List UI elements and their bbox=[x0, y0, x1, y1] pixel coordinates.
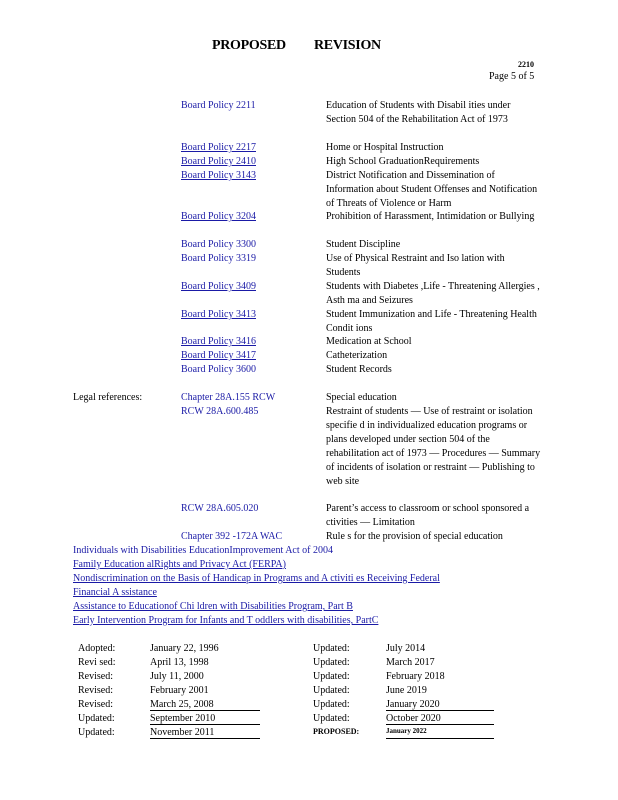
history-date: October 2020 bbox=[386, 713, 441, 724]
history-date: April 13, 1998 bbox=[150, 657, 209, 668]
policy-number: 2210 bbox=[518, 60, 534, 69]
history-date: November 2011 bbox=[150, 727, 215, 738]
policy-desc: Prohibition of Harassment, Intimidation or Bullying bbox=[326, 211, 535, 222]
page-number: Page 5 of 5 bbox=[489, 71, 535, 82]
policy-desc: Catheterization bbox=[326, 350, 388, 361]
policy-desc: Medication at School bbox=[326, 336, 412, 347]
policy-desc: District Notification and Dissemination of Information about Student Offenses and Notification of Threats of Violence or Harm bbox=[326, 170, 538, 209]
policy-ref[interactable]: Board Policy 3409 bbox=[181, 281, 256, 292]
policy-ref[interactable]: Board Policy 2217 bbox=[181, 142, 256, 153]
legal-ref[interactable]: Chapter 392 -172A WAC bbox=[181, 531, 283, 542]
history-underline bbox=[386, 724, 494, 725]
part-b-link[interactable]: Assistance to Educationof Chi ldren with Disabilities Program, Part B bbox=[73, 601, 353, 612]
history-label: Adopted: bbox=[78, 643, 116, 654]
ferpa-link[interactable]: Family Education alRights and Privacy Act (FERPA) bbox=[73, 559, 286, 570]
history-label: Updated: bbox=[313, 713, 350, 724]
history-date: February 2001 bbox=[150, 685, 209, 696]
history-label: Revi sed: bbox=[78, 657, 116, 668]
policy-ref[interactable]: Board Policy 3600 bbox=[181, 364, 256, 375]
policy-desc: Student Records bbox=[326, 364, 392, 375]
history-date: September 2010 bbox=[150, 713, 216, 724]
history-underline bbox=[150, 738, 260, 739]
revision-title: REVISION bbox=[314, 38, 381, 53]
policy-ref[interactable]: Board Policy 3143 bbox=[181, 170, 256, 181]
policy-desc: Education of Students with Disabil ities under Section 504 of the Rehabilitation Act of 1973 bbox=[326, 100, 511, 125]
history-underline bbox=[150, 724, 260, 725]
policy-ref[interactable]: Board Policy 3300 bbox=[181, 239, 256, 250]
history-label: Updated: bbox=[313, 657, 350, 668]
policy-desc: Use of Physical Restraint and Iso lation with Students bbox=[326, 253, 505, 278]
history-date: January 2022 bbox=[386, 727, 427, 735]
legal-ref[interactable]: RCW 28A.600.485 bbox=[181, 406, 259, 417]
legal-desc: Rule s for the provision of special education bbox=[326, 531, 503, 542]
policy-ref[interactable]: Board Policy 2211 bbox=[181, 100, 256, 111]
policy-ref[interactable]: Board Policy 3319 bbox=[181, 253, 256, 264]
policy-ref[interactable]: Board Policy 2410 bbox=[181, 156, 256, 167]
history-label: Updated: bbox=[313, 685, 350, 696]
history-label: Revised: bbox=[78, 671, 113, 682]
history-date: July 11, 2000 bbox=[150, 671, 204, 682]
history-date: January 22, 1996 bbox=[150, 643, 219, 654]
nondiscrimination-link[interactable]: Nondiscrimination on the Basis of Handicap in Programs and A ctiviti es Receiving Federal bbox=[73, 573, 440, 584]
history-date: July 2014 bbox=[386, 643, 426, 654]
financial-assistance-link[interactable]: Financial A ssistance bbox=[73, 587, 157, 598]
policy-desc: Students with Diabetes ,Life - Threatening Allergies , Asth ma and Seizures bbox=[326, 281, 540, 306]
history-underline bbox=[386, 738, 494, 739]
proposed-title: PROPOSED bbox=[212, 38, 286, 53]
history-label: Updated: bbox=[313, 699, 350, 710]
legal-desc: Parent’s access to classroom or school sponsored a ctivities — Limitation bbox=[326, 503, 530, 528]
policy-ref[interactable]: Board Policy 3416 bbox=[181, 336, 256, 347]
policy-desc: Home or Hospital Instruction bbox=[326, 142, 444, 153]
history-underline bbox=[386, 710, 494, 711]
history-date: June 2019 bbox=[386, 685, 427, 696]
history-date: March 25, 2008 bbox=[150, 699, 214, 710]
part-c-link[interactable]: Early Intervention Program for Infants and T oddlers with disabilities, PartC bbox=[73, 615, 379, 626]
history-label: Updated: bbox=[313, 671, 350, 682]
history-underline bbox=[150, 710, 260, 711]
policy-ref[interactable]: Board Policy 3413 bbox=[181, 309, 256, 320]
policy-ref[interactable]: Board Policy 3417 bbox=[181, 350, 256, 361]
history-label: PROPOSED: bbox=[313, 727, 360, 736]
history-label: Revised: bbox=[78, 685, 113, 696]
policy-desc: Student Immunization and Life - Threatening Health Condit ions bbox=[326, 309, 537, 334]
legal-desc: Restraint of students — Use of restraint or isolation specifie d in individualized education programs or plans developed under section 504 of the rehabilitation act of 1973 — Procedures — Summary of incidents of isolation or restraint — Publishing to web site bbox=[326, 406, 541, 487]
policy-desc: Student Discipline bbox=[326, 239, 401, 250]
history-date: March 2017 bbox=[386, 657, 435, 668]
legal-references-label: Legal references: bbox=[73, 392, 143, 403]
history-date: February 2018 bbox=[386, 671, 445, 682]
history-label: Updated: bbox=[313, 643, 350, 654]
legal-ref[interactable]: Chapter 28A.155 RCW bbox=[181, 392, 276, 403]
policy-desc: High School GraduationRequirements bbox=[326, 156, 480, 167]
history-label: Updated: bbox=[78, 713, 115, 724]
history-label: Updated: bbox=[78, 727, 115, 738]
legal-desc: Special education bbox=[326, 392, 397, 403]
policy-ref[interactable]: Board Policy 3204 bbox=[181, 211, 256, 222]
history-date: January 2020 bbox=[386, 699, 440, 710]
idea-link[interactable]: Individuals with Disabilities EducationImprovement Act of 2004 bbox=[73, 545, 333, 556]
legal-ref[interactable]: RCW 28A.605.020 bbox=[181, 503, 259, 514]
history-label: Revised: bbox=[78, 699, 113, 710]
